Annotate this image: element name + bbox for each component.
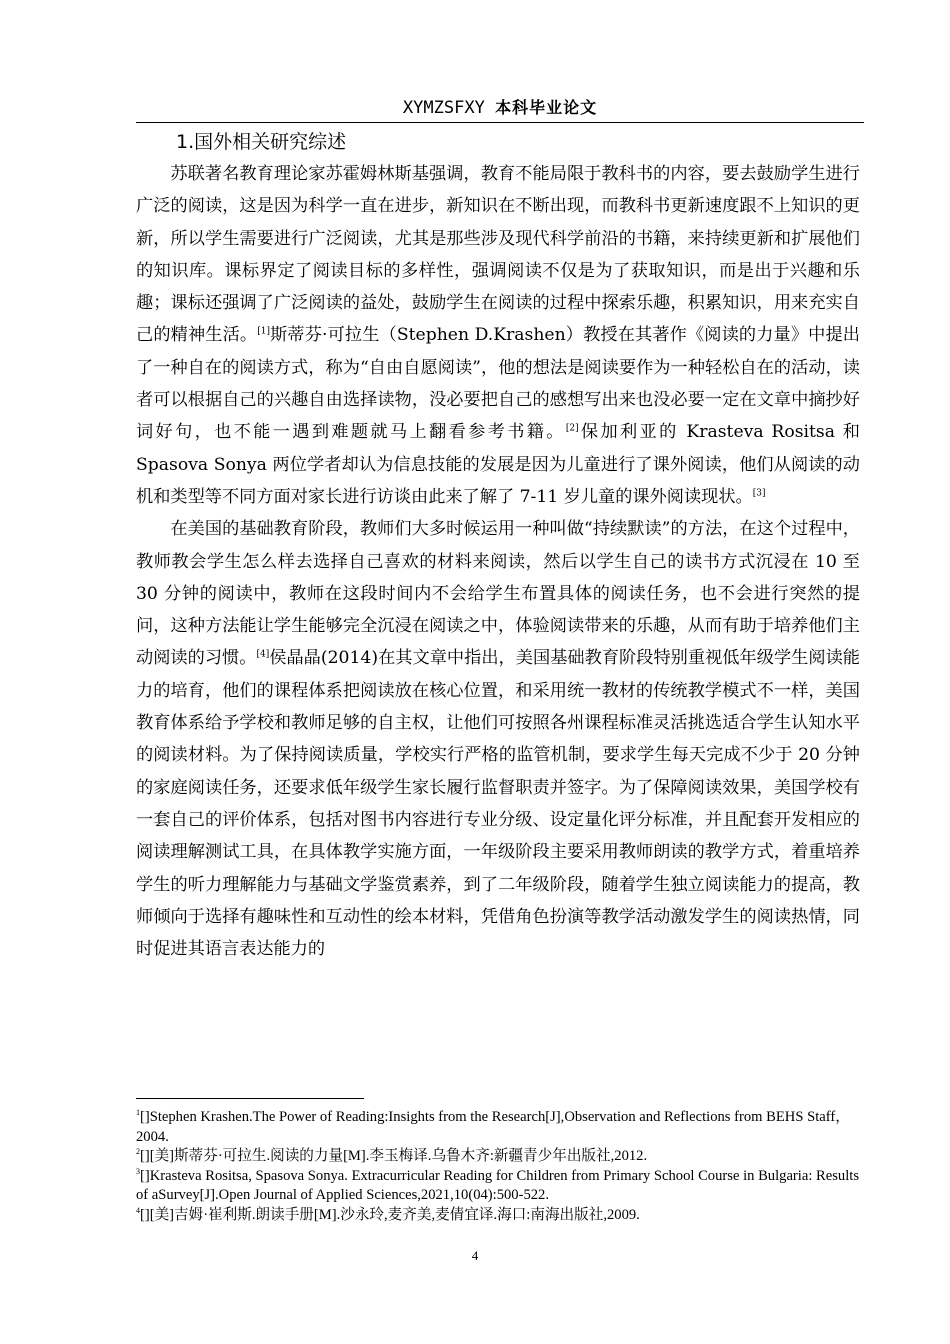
paragraph xyxy=(136,513,860,965)
paragraph-text: 斯蒂芬·可拉生（Stephen D.Krashen）教授在其著作《阅读的力量》中提出了一种自在的阅读方式，称为“自由自愿阅读”，他的想法是阅读要作为一种轻松自在的活动，读者可以根据自己的兴趣自由选择读物，没必要把自己的感想写出来也没必要一定在文章中摘抄好词好句，也不能一遇到难题就马上翻看参考书籍。 xyxy=(136,325,860,443)
footnote xyxy=(136,1206,860,1226)
citation-ref: [1] xyxy=(257,326,270,337)
citation-ref: [2] xyxy=(565,423,579,434)
footnote xyxy=(136,1167,860,1206)
paragraph-text: 侯晶晶(2014)在其文章中指出，美国基础教育阶段特别重视低年级学生阅读能力的培育，他们的课程体系把阅读放在核心位置，和采用统一教材的传统教学模式不一样，美国教育体系给予学校和教师足够的自主权，让他们可按照各州课程标准灵活挑选适合学生认知水平的阅读材料。为了保持阅读质量，学校实行严格的监管机制，要求学生每天完成不少于 20 分钟的家庭阅读任务，还要求低年级学生家长履行监督职责并签字。为了保障阅读效果，美国学校有一套自己的评价体系，包括对图书内容进行专业分级、设定量化评分标准，并且配套开发相应的阅读理解测试工具，在具体教学实施方面，一年级阶段主要采用教师朗读的教学方式，着重培养学生的听力理解能力与基础文学鉴赏素养，到了二年级阶段，随着学生独立阅读能力的提高，教师倾向于选择有趣味性和互动性的绘本材料，凭借角色扮演等教学活动激发学生的阅读热情，同时促进其语言表达能力的 xyxy=(136,648,860,960)
citation-ref: [4] xyxy=(256,649,270,660)
header-code: XYMZSFXY xyxy=(402,98,485,118)
footnote-text: []Stephen Krashen.The Power of Reading:Insights from the Research[J],Observation and Reflections from BEHS Staff，2004. xyxy=(136,1109,850,1145)
footnote-number: 4 xyxy=(136,1206,140,1216)
footnote-number: 2 xyxy=(136,1147,140,1157)
footnote-text: [][美]斯蒂芬·可拉生.阅读的力量[M].李玉梅译.乌鲁木齐:新疆青少年出版社,2012. xyxy=(140,1148,648,1165)
paragraph-text: 保加利亚的 Krasteva Rositsa 和 Spasova Sonya 两位学者却认为信息技能的发展是因为儿童进行了课外阅读，他们从阅读的动机和类型等不同方面对家长进行访谈由此来了解了 7-11 岁儿童的课外阅读现状。 xyxy=(136,422,860,507)
footnotes xyxy=(136,1108,860,1226)
page-number: 4 xyxy=(471,1248,479,1263)
footnote-number: 1 xyxy=(136,1108,140,1118)
footnote-divider xyxy=(136,1098,364,1099)
header-divider xyxy=(136,122,864,123)
header-title: 本科毕业论文 xyxy=(495,98,598,117)
footnote-text: [][美]吉姆·崔利斯.朗读手册[M].沙永玲,麦齐美,麦倩宜译.海口:南海出版社,2009. xyxy=(140,1206,640,1223)
paragraph-text: 在美国的基础教育阶段，教师们大多时候运用一种叫做“持续默读”的方法，在这个过程中，教师教会学生怎么样去选择自己喜欢的材料来阅读，然后以学生自己的读书方式沉浸在 10 至 30 分钟的阅读中，教师在这段时间内不会给学生布置具体的阅读任务，也不会进行突然的提问，这种方法能让学生能够完全沉浸在阅读之中，体验阅读带来的乐趣，从而有助于培养他们主动阅读的习惯。 xyxy=(136,519,860,669)
paragraph xyxy=(136,158,860,513)
footnote xyxy=(136,1108,860,1147)
paragraph-text: 苏联著名教育理论家苏霍姆林斯基强调，教育不能局限于教科书的内容，要去鼓励学生进行广泛的阅读，这是因为科学一直在进步，新知识在不断出现，而教科书更新速度跟不上知识的更新，所以学生需要进行广泛阅读，尤其是那些涉及现代科学前沿的书籍，来持续更新和扩展他们的知识库。课标界定了阅读目标的多样性，强调阅读不仅是为了获取知识，而是出于兴趣和乐趣；课标还强调了广泛阅读的益处，鼓励学生在阅读的过程中探索乐趣，积累知识，用来充实自己的精神生活。 xyxy=(136,164,860,346)
page-header xyxy=(136,97,864,119)
footnote xyxy=(136,1147,860,1167)
body-text xyxy=(136,158,860,965)
citation-ref: [3] xyxy=(752,488,766,499)
footnote-number: 3 xyxy=(136,1166,140,1176)
section-heading: 1.国外相关研究综述 xyxy=(176,131,347,153)
footnote-text: []Krasteva Rositsa, Spasova Sonya. Extracurricular Reading for Children from Primary School Course in Bulgaria: Results of aSurvey[J].Open Journal of Applied Sciences,2021,10(04):500-522. xyxy=(136,1167,859,1204)
